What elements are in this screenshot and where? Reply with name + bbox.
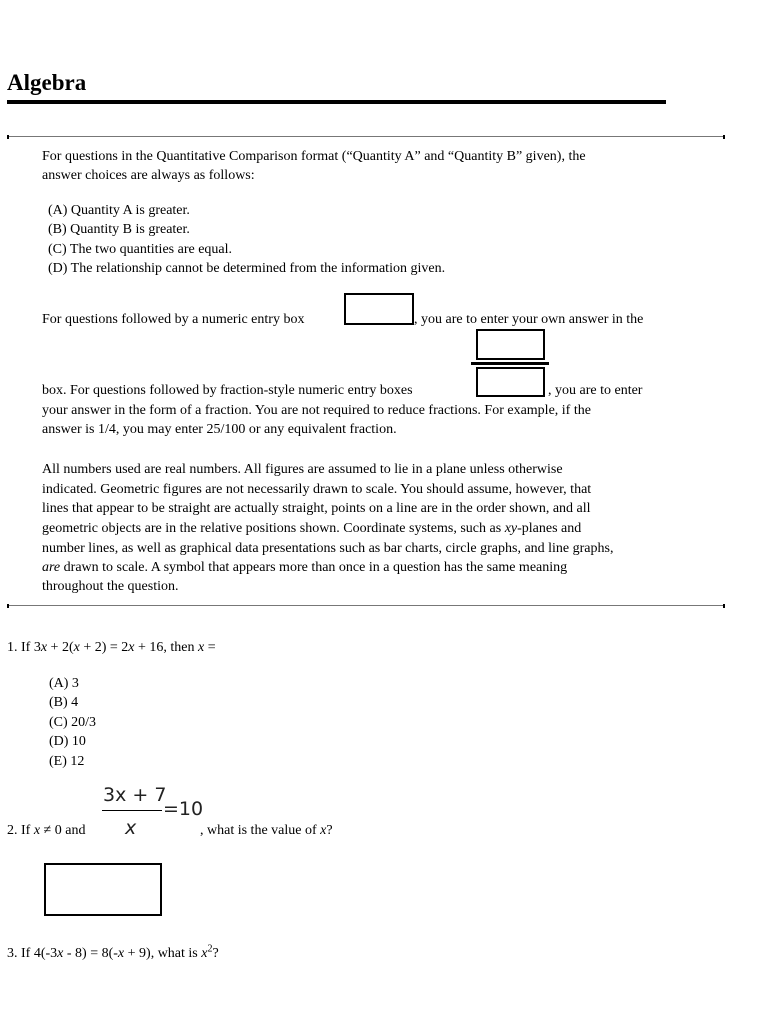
q1-text-5: = [204, 640, 216, 655]
q2-var-1: x [33, 823, 41, 838]
general-line-1: All numbers used are real numbers. All figures are assumed to lie in a plane unless otherwise [42, 462, 563, 477]
q3-text-3: + 9), what is [124, 946, 202, 961]
numeric-entry-before: For questions followed by a numeric entry box [42, 312, 305, 327]
q3-text-2: - 8) = 8(- [63, 946, 118, 961]
general-line-6 [42, 558, 567, 578]
q1-choice-a[interactable]: (A) 3 [49, 676, 79, 691]
qc-intro-line-1: For questions in the Quantitative Comparison format (“Quantity A” and “Quantity B” given), the [42, 149, 586, 164]
q3-text-4: ? [212, 946, 219, 961]
example-fraction-bar [471, 362, 549, 365]
general-line-4 [42, 519, 581, 539]
q1-var-2: x [73, 640, 80, 655]
general-line-3: lines that appear to be straight are actually straight, points on a line are in the order shown, and all [42, 501, 591, 516]
q1-text-3: + 2) = 2 [79, 640, 129, 655]
general-line-6-b: drawn to scale. A symbol that appears more than once in a question has the same meaning [60, 560, 568, 575]
general-line-4-b: -planes and [517, 521, 582, 536]
numeric-entry-text [42, 310, 304, 330]
q3-var-2: x [117, 946, 125, 961]
numeric-entry-after: , you are to enter your own answer in the [414, 312, 644, 327]
q2-fraction-denominator: x [125, 817, 137, 839]
example-numeric-entry-box [344, 293, 414, 325]
general-line-4-a: geometric objects are in the relative positions shown. Coordinate systems, such as [42, 521, 505, 536]
q1-choice-e[interactable]: (E) 12 [49, 754, 85, 769]
page-title: Algebra [7, 70, 87, 95]
fraction-line-1: your answer in the form of a fraction. You are not required to reduce fractions. For example, if the [42, 403, 591, 418]
fraction-after: , you are to enter [548, 383, 643, 398]
q2-text-3: , what is the value of [200, 823, 321, 838]
q3-text-1: 3. If 4(-3 [7, 946, 58, 961]
qc-choice-d: (D) The relationship cannot be determined from the information given. [48, 261, 446, 276]
question-1-stem [7, 638, 216, 658]
q1-text-2: + 2( [47, 640, 74, 655]
fraction-line-2: answer is 1/4, you may enter 25/100 or any equivalent fraction. [42, 422, 397, 437]
q1-text-4: + 16, then [134, 640, 198, 655]
question-2-stem-end [200, 821, 333, 841]
qc-choice-c: (C) The two quantities are equal. [48, 242, 233, 257]
fraction-before: box. For questions followed by fraction-style numeric entry boxes [42, 383, 413, 398]
q1-var-4: x [198, 640, 205, 655]
q3-var-1: x [57, 946, 64, 961]
q2-fraction-numerator: 3x + 7 [103, 784, 167, 806]
question-2-stem-start [7, 821, 85, 841]
q1-choice-d[interactable]: (D) 10 [49, 734, 86, 749]
q2-var-2: x [320, 823, 327, 838]
q2-text-2: ≠ 0 and [40, 823, 86, 838]
directions-top-rule [7, 136, 725, 137]
xy-italic: xy [504, 521, 518, 536]
q2-equals-ten: =10 [163, 798, 204, 820]
q1-var-3: x [128, 640, 135, 655]
general-line-2: indicated. Geometric figures are not necessarily drawn to scale. You should assume, however, that [42, 482, 592, 497]
title-underline [7, 100, 666, 104]
q2-fraction-bar [102, 810, 162, 811]
q3-var-3: x [201, 946, 208, 961]
are-italic: are [42, 560, 61, 575]
general-line-5: number lines, as well as graphical data presentations such as bar charts, circle graphs, and line graphs, [42, 541, 614, 556]
qc-choice-a: (A) Quantity A is greater. [48, 203, 190, 218]
q3-exponent: 2 [207, 943, 213, 955]
q2-text-1: 2. If [7, 823, 34, 838]
q1-var-1: x [40, 640, 48, 655]
general-line-7: throughout the question. [42, 579, 179, 594]
q1-choice-b[interactable]: (B) 4 [49, 695, 79, 710]
question-3-stem [7, 944, 219, 964]
example-fraction-denominator-box [476, 367, 545, 397]
qc-choice-b: (B) Quantity B is greater. [48, 222, 190, 237]
directions-bottom-rule [7, 605, 725, 606]
q1-text-1: 1. If 3 [7, 640, 41, 655]
qc-intro-line-2: answer choices are always as follows: [42, 168, 255, 183]
q2-answer-box[interactable] [44, 863, 162, 916]
example-fraction-numerator-box [476, 329, 545, 360]
q2-text-4: ? [326, 823, 333, 838]
q1-choice-c[interactable]: (C) 20/3 [49, 715, 97, 730]
